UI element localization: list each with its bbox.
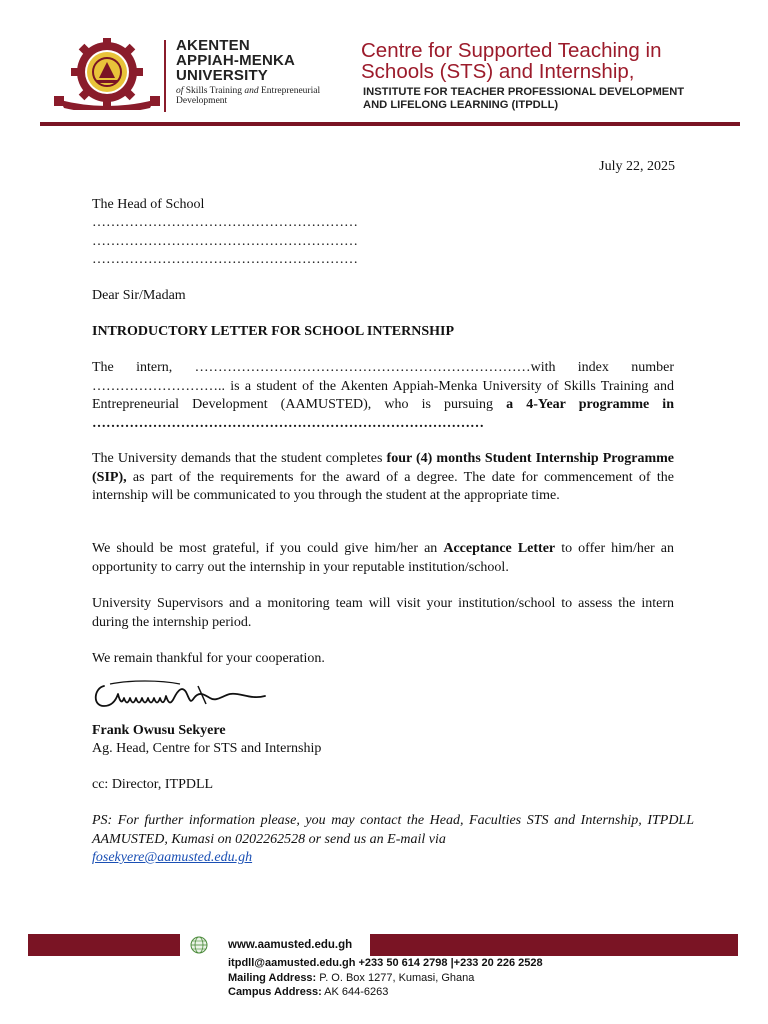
signatory-title: Ag. Head, Centre for STS and Internship bbox=[92, 741, 322, 756]
paragraph-text: to offer him/her an opportunity to carry out the internship in your reputable institution/school. bbox=[92, 541, 674, 575]
footer-contact: itpdll@aamusted.edu.gh +233 50 614 2798 |+233 20 226 2528 bbox=[228, 957, 543, 969]
paragraph-requirements bbox=[92, 450, 674, 506]
university-name-line: UNIVERSITY bbox=[176, 67, 269, 84]
institute-title-line: AND LIFELONG LEARNING (ITPDLL) bbox=[363, 99, 559, 111]
subtitle-part: Skills Training bbox=[183, 86, 245, 96]
header-rule bbox=[40, 122, 740, 126]
footer-label: Campus Address: bbox=[228, 986, 322, 998]
university-seal-icon bbox=[52, 38, 162, 110]
paragraph-bold-text: a 4-Year programme in ………………………………………………………………………… bbox=[92, 397, 674, 431]
paragraph-text: We should be most grateful, if you could give him/her an bbox=[92, 541, 444, 556]
university-name-line: APPIAH-MENKA bbox=[176, 52, 296, 69]
address-line: ………………………………………………… bbox=[92, 215, 358, 230]
salutation: Dear Sir/Madam bbox=[92, 288, 186, 303]
paragraph-intern bbox=[92, 359, 674, 433]
postscript-text: PS: For further information please, you may contact the Head, Faculties STS and Internship, ITPDLL AAMUSTED, Kumasi on 0202262528 or send us an E-mail via bbox=[92, 813, 694, 847]
letter-subject: INTRODUCTORY LETTER FOR SCHOOL INTERNSHIP bbox=[92, 324, 455, 339]
header-divider bbox=[164, 40, 166, 112]
footer-value: P. O. Box 1277, Kumasi, Ghana bbox=[316, 972, 475, 984]
centre-title-line: Centre for Supported Teaching in bbox=[361, 39, 662, 62]
centre-title-line: Schools (STS) and Internship, bbox=[361, 60, 635, 83]
globe-icon bbox=[190, 936, 208, 954]
footer-website[interactable]: www.aamusted.edu.gh bbox=[228, 939, 353, 951]
paragraph-supervisors: University Supervisors and a monitoring team will visit your institution/school to assess the intern during the internship period. bbox=[92, 596, 674, 630]
paragraph-text: The University demands that the student completes bbox=[92, 451, 387, 466]
address-line: ………………………………………………… bbox=[92, 252, 358, 267]
footer-bar bbox=[28, 934, 738, 956]
institute-title-line: INSTITUTE FOR TEACHER PROFESSIONAL DEVELOPMENT bbox=[363, 86, 685, 98]
signatory-name: Frank Owusu Sekyere bbox=[92, 723, 226, 738]
footer-mailing-address bbox=[228, 972, 474, 985]
subtitle-part: and bbox=[244, 86, 259, 96]
letter-date: July 22, 2025 bbox=[599, 159, 675, 174]
university-name bbox=[176, 38, 295, 83]
recipient: The Head of School bbox=[92, 197, 205, 212]
paragraph-acceptance bbox=[92, 540, 674, 577]
paragraph-text: as part of the requirements for the award of a degree. The date for commencement of the internship will be communicated to you through the student at the appropriate time. bbox=[92, 469, 674, 503]
footer-value: AK 644-6263 bbox=[321, 986, 389, 998]
footer-label: Mailing Address: bbox=[228, 972, 317, 984]
subtitle-part: Entrepreneurial Development bbox=[176, 86, 321, 106]
university-name-line: AKENTEN bbox=[176, 37, 250, 54]
footer-campus-address bbox=[228, 986, 388, 999]
paragraph-bold-text: four (4) months Student Internship Programme (SIP), bbox=[92, 451, 675, 485]
institute-title bbox=[363, 86, 684, 112]
centre-title bbox=[361, 40, 661, 82]
address-line: ………………………………………………… bbox=[92, 234, 358, 249]
university-subtitle bbox=[176, 86, 346, 106]
paragraph-text: The intern, ………………………………………………………………with index number ……………………….. is a student of the Akenten Appiah-Menka University of Skills Training and Entrepreneurial Development (AAMUSTED), who is pursuing bbox=[92, 360, 674, 412]
subtitle-part: of bbox=[176, 86, 184, 96]
cc-line: cc: Director, ITPDLL bbox=[92, 777, 214, 792]
postscript bbox=[92, 812, 694, 868]
contact-email-link[interactable]: fosekyere@aamusted.edu.gh bbox=[92, 850, 253, 865]
letterhead bbox=[0, 0, 768, 128]
paragraph-bold-text: Acceptance Letter bbox=[443, 541, 556, 556]
signature-icon bbox=[90, 676, 290, 716]
paragraph-thanks: We remain thankful for your cooperation. bbox=[92, 651, 325, 666]
